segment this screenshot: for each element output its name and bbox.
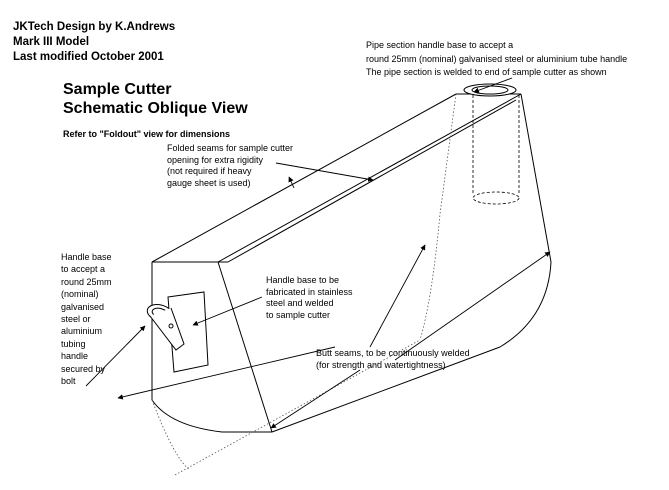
annotation-line: handle: [61, 351, 89, 362]
foldout-reference: Refer to "Foldout" view for dimensions: [63, 129, 231, 139]
annotation-line: bolt: [61, 376, 76, 387]
arrow-butt-seam-4: [271, 370, 360, 428]
header-model: Mark III Model: [13, 36, 90, 48]
header-modified: Last modified October 2001: [13, 51, 164, 63]
hidden-edge: [175, 340, 420, 475]
pipe-section-inner: [472, 86, 508, 94]
annotation-line: Pipe section handle base to accept a: [366, 40, 514, 50]
annotation-line: (for strength and watertightness): [316, 360, 446, 370]
cutter-body-outline: [500, 262, 551, 347]
arrow-butt-seam-3: [395, 252, 550, 360]
annotation-line: steel or: [61, 314, 91, 325]
cutter-body-outline: [152, 94, 456, 262]
title-line-1: Sample Cutter: [63, 81, 172, 98]
annotation-line: to sample cutter: [266, 309, 331, 320]
arrow-folded-seam-2: [276, 163, 373, 180]
annotation-line: (not required if heavy: [167, 166, 252, 176]
annotation-line: to accept a: [61, 264, 106, 275]
annotation-line: steel and welded: [266, 298, 334, 308]
cutter-body-outline: [521, 94, 551, 262]
annotation-line: (nominal): [61, 289, 99, 300]
annotation-line: opening for extra rigidity: [167, 154, 264, 165]
cutter-body-outline: [272, 347, 500, 432]
arrow-butt-seam-2: [370, 245, 425, 347]
annotation-line: Butt seams, to be continuously welded: [316, 348, 470, 358]
cutter-body-outline: [218, 94, 521, 262]
annotation-line: Handle base to be: [266, 275, 340, 285]
annotation-line: galvanised: [61, 301, 105, 312]
bolt-hole: [169, 324, 173, 328]
hidden-edge: [420, 94, 456, 340]
annotation-line: round 25mm (nominal) galvanised steel or aluminium tube handle: [366, 53, 628, 64]
arrow-butt-seam-1: [118, 347, 335, 398]
annotation-line: gauge sheet is used): [167, 177, 251, 188]
header-designer: JKTech Design by K.Andrews: [13, 21, 176, 33]
annotation-line: Handle base: [61, 252, 112, 262]
arrow-handle-base-left: [86, 326, 145, 386]
annotation-line: The pipe section is welded to end of sample cutter as shown: [366, 67, 607, 77]
annotation-line: secured by: [61, 363, 106, 374]
annotation-line: aluminium: [61, 326, 103, 337]
hidden-edge: [152, 400, 190, 470]
pipe-section-bottom: [473, 192, 519, 204]
annotation-line: fabricated in stainless: [266, 286, 353, 297]
title-line-2: Schematic Oblique View: [63, 100, 248, 117]
annotation-line: tubing: [61, 338, 86, 349]
cutter-body-outline: [218, 262, 272, 432]
cutter-body-outline: [152, 400, 272, 432]
annotation-line: round 25mm: [61, 276, 112, 287]
annotation-line: Folded seams for sample cutter: [167, 143, 294, 153]
